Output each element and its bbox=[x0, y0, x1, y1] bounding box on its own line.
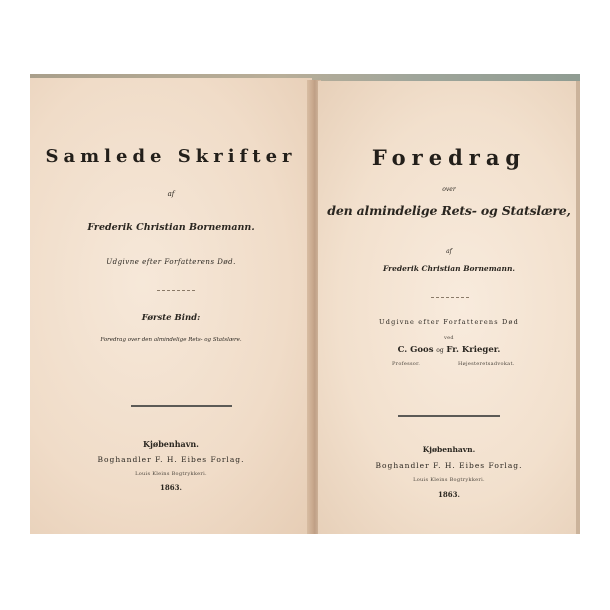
right-editor1: C. Goos bbox=[397, 345, 434, 355]
right-author: Frederik Christian Bornemann. bbox=[382, 264, 516, 273]
left-af: af bbox=[167, 190, 175, 198]
left-year: 1863. bbox=[160, 483, 182, 492]
right-page bbox=[318, 81, 580, 534]
left-page bbox=[30, 78, 312, 534]
left-publisher: Boghandler F. H. Eibes Forlag. bbox=[97, 455, 245, 464]
left-title: Samlede Skrifter bbox=[45, 146, 297, 167]
left-divider bbox=[131, 405, 232, 407]
right-ornament bbox=[431, 296, 469, 298]
right-subtitle: den almindelige Rets- og Statslære, bbox=[327, 203, 571, 218]
right-year: 1863. bbox=[438, 490, 460, 499]
left-volume-label: Første Bind: bbox=[141, 313, 201, 323]
right-af: af bbox=[446, 248, 452, 255]
right-city: Kjøbenhavn. bbox=[422, 445, 476, 454]
left-printer: Louis Kleins Bogtrykkeri. bbox=[135, 471, 207, 477]
left-volume-subtitle: Foredrag over den almindelige Rets- og Statslære. bbox=[100, 337, 242, 343]
right-og: og bbox=[436, 347, 444, 354]
right-editors bbox=[318, 345, 580, 355]
right-divider bbox=[398, 415, 500, 417]
right-editor1-title: Professor. bbox=[392, 361, 421, 367]
right-publisher: Boghandler F. H. Eibes Forlag. bbox=[375, 461, 523, 470]
left-ornament bbox=[157, 289, 195, 291]
right-over: over bbox=[442, 186, 456, 193]
right-edition-note: Udgivne efter Forfatterens Død bbox=[379, 318, 519, 326]
right-ved: ved bbox=[444, 335, 454, 341]
right-printer: Louis Kleins Bogtrykkeri. bbox=[413, 477, 485, 483]
right-editor2-title: Højesteretsadvokat. bbox=[458, 361, 515, 367]
right-title: Foredrag bbox=[371, 145, 527, 170]
book-spread bbox=[30, 74, 580, 534]
left-author: Frederik Christian Bornemann. bbox=[87, 222, 255, 233]
right-editor2: Fr. Krieger. bbox=[446, 345, 501, 355]
left-edition-note: Udgivne efter Forfatterens Død. bbox=[106, 258, 236, 266]
left-city: Kjøbenhavn. bbox=[143, 439, 199, 449]
